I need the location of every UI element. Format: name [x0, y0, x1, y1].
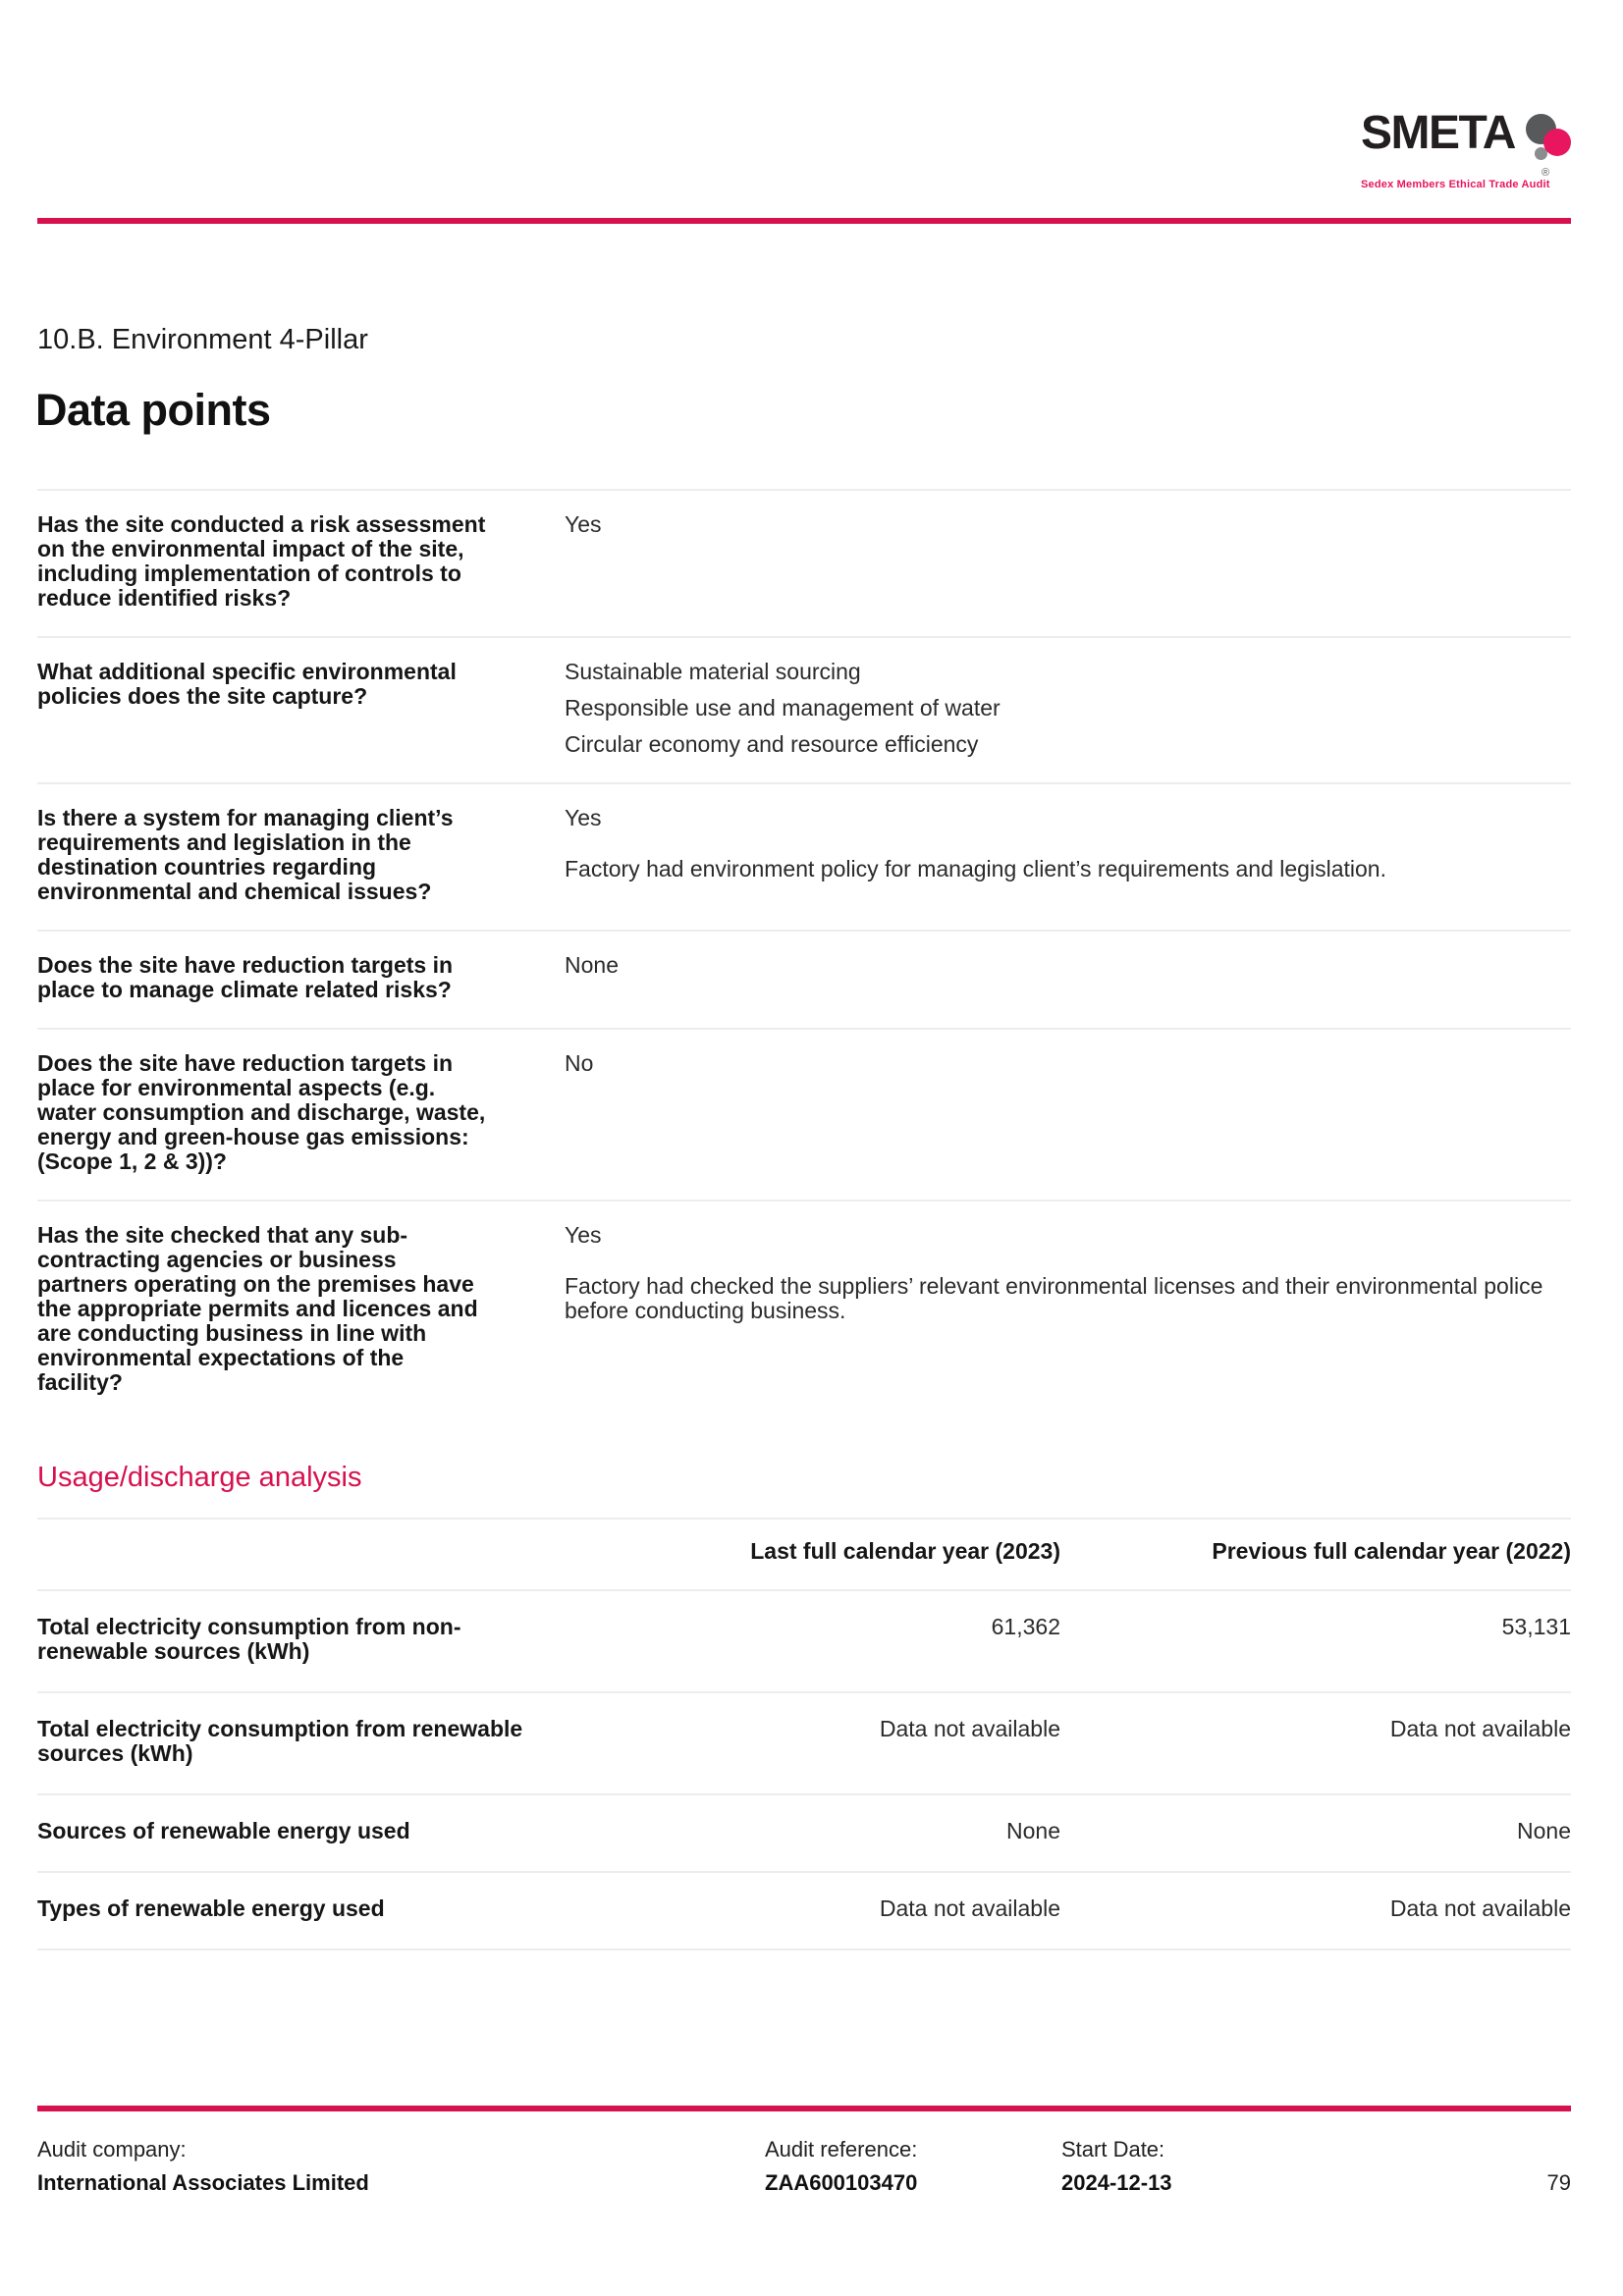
qa-question: Has the site checked that any sub-contracting agencies or business partners operating on the premises have the appropriate permits and licences and are conducting business in line with environmental expectations of the facility? [37, 1222, 478, 1395]
qa-row-risk-assessment [37, 489, 1571, 636]
start-date-value: 2024-12-13 [1061, 2170, 1172, 2195]
qa-question: Does the site have reduction targets in place to manage climate related risks? [37, 952, 454, 1002]
qa-answer-line: Yes [565, 805, 602, 830]
table-row-renewable-sources [37, 1794, 1571, 1872]
footer-audit-reference [765, 2137, 1061, 2195]
smeta-logo [1357, 107, 1575, 203]
qa-answer [565, 1051, 1571, 1174]
header-divider-rule [37, 218, 1571, 224]
table-row-label: Total electricity consumption from non-renewable sources (kWh) [37, 1590, 528, 1692]
table-row-renewable-electricity [37, 1692, 1571, 1794]
qa-answer [565, 953, 1571, 1002]
section-label: 10.B. Environment 4-Pillar [37, 324, 368, 355]
qa-answer-line: Circular economy and resource efficiency [565, 731, 979, 757]
qa-answer-line: Sustainable material sourcing [565, 659, 861, 684]
table-value-2023: Data not available [528, 1872, 1060, 1949]
footer-columns [37, 2137, 1571, 2195]
audit-company-value: International Associates Limited [37, 2170, 369, 2195]
qa-row-subcontracting-permits [37, 1200, 1571, 1420]
qa-row-climate-reduction-targets [37, 930, 1571, 1028]
footer-start-date [1061, 2137, 1547, 2195]
table-value-2023: 61,362 [528, 1590, 1060, 1692]
qa-answer-line: None [565, 952, 619, 978]
usage-discharge-heading: Usage/discharge analysis [37, 1462, 362, 1493]
page-footer [37, 2106, 1571, 2195]
table-row-label: Sources of renewable energy used [37, 1794, 528, 1872]
table-value-2022: Data not available [1060, 1692, 1571, 1794]
qa-answer-line: Factory had checked the suppliers’ relevant environmental licenses and their environmental police before conducting business. [565, 1273, 1543, 1323]
table-value-2022: None [1060, 1794, 1571, 1872]
usage-table-header-2022: Previous full calendar year (2022) [1060, 1519, 1571, 1590]
qa-question: Is there a system for managing client’s requirements and legislation in the destination countries regarding environmental and chemical issues? [37, 805, 454, 904]
table-value-2023: None [528, 1794, 1060, 1872]
page-title: Data points [35, 385, 271, 435]
qa-question: Does the site have reduction targets in place for environmental aspects (e.g. water consumption and discharge, waste, energy and green-house gas emissions: (Scope 1, 2 & 3))? [37, 1050, 486, 1174]
usage-table-header-empty [37, 1519, 528, 1590]
footer-divider-rule [37, 2106, 1571, 2111]
qa-answer-line: No [565, 1050, 594, 1076]
qa-row-environmental-reduction-targets [37, 1028, 1571, 1200]
footer-audit-company [37, 2137, 765, 2195]
usage-table-header-2023: Last full calendar year (2023) [528, 1519, 1060, 1590]
smeta-logo-dot-pink-icon [1543, 129, 1571, 156]
table-value-2022: Data not available [1060, 1872, 1571, 1949]
page-number: 79 [1546, 2170, 1571, 2195]
qa-answer [565, 660, 1571, 757]
qa-row-additional-policies [37, 636, 1571, 782]
qa-answer [565, 512, 1571, 611]
usage-discharge-table [37, 1518, 1571, 1950]
qa-question: What additional specific environmental policies does the site capture? [37, 659, 457, 709]
table-row-label: Types of renewable energy used [37, 1872, 528, 1949]
data-points-content [37, 489, 1571, 1950]
usage-table-header-row [37, 1519, 1571, 1590]
audit-reference-label: Audit reference: [765, 2137, 918, 2162]
audit-company-label: Audit company: [37, 2137, 187, 2162]
qa-answer [565, 1223, 1571, 1395]
qa-answer [565, 806, 1571, 904]
registered-trademark-symbol: ® [1542, 167, 1550, 179]
qa-answer-line: Responsible use and management of water [565, 695, 1001, 721]
qa-answer-line: Yes [565, 511, 602, 537]
qa-answer-line: Factory had environment policy for managing client’s requirements and legislation. [565, 856, 1386, 881]
table-row-label: Total electricity consumption from renewable sources (kWh) [37, 1692, 528, 1794]
table-value-2023: Data not available [528, 1692, 1060, 1794]
qa-question: Has the site conducted a risk assessment on the environmental impact of the site, including implementation of controls to reduce identified risks? [37, 511, 486, 611]
table-row-nonrenewable-electricity [37, 1590, 1571, 1692]
smeta-logo-wordmark: SMETA [1361, 107, 1515, 159]
qa-row-client-requirements-system [37, 782, 1571, 930]
table-row-renewable-types [37, 1872, 1571, 1949]
start-date-label: Start Date: [1061, 2137, 1165, 2162]
smeta-logo-tagline: Sedex Members Ethical Trade Audit [1361, 179, 1550, 190]
qa-answer-line: Yes [565, 1222, 602, 1248]
audit-reference-value: ZAA600103470 [765, 2170, 918, 2195]
table-value-2022: 53,131 [1060, 1590, 1571, 1692]
